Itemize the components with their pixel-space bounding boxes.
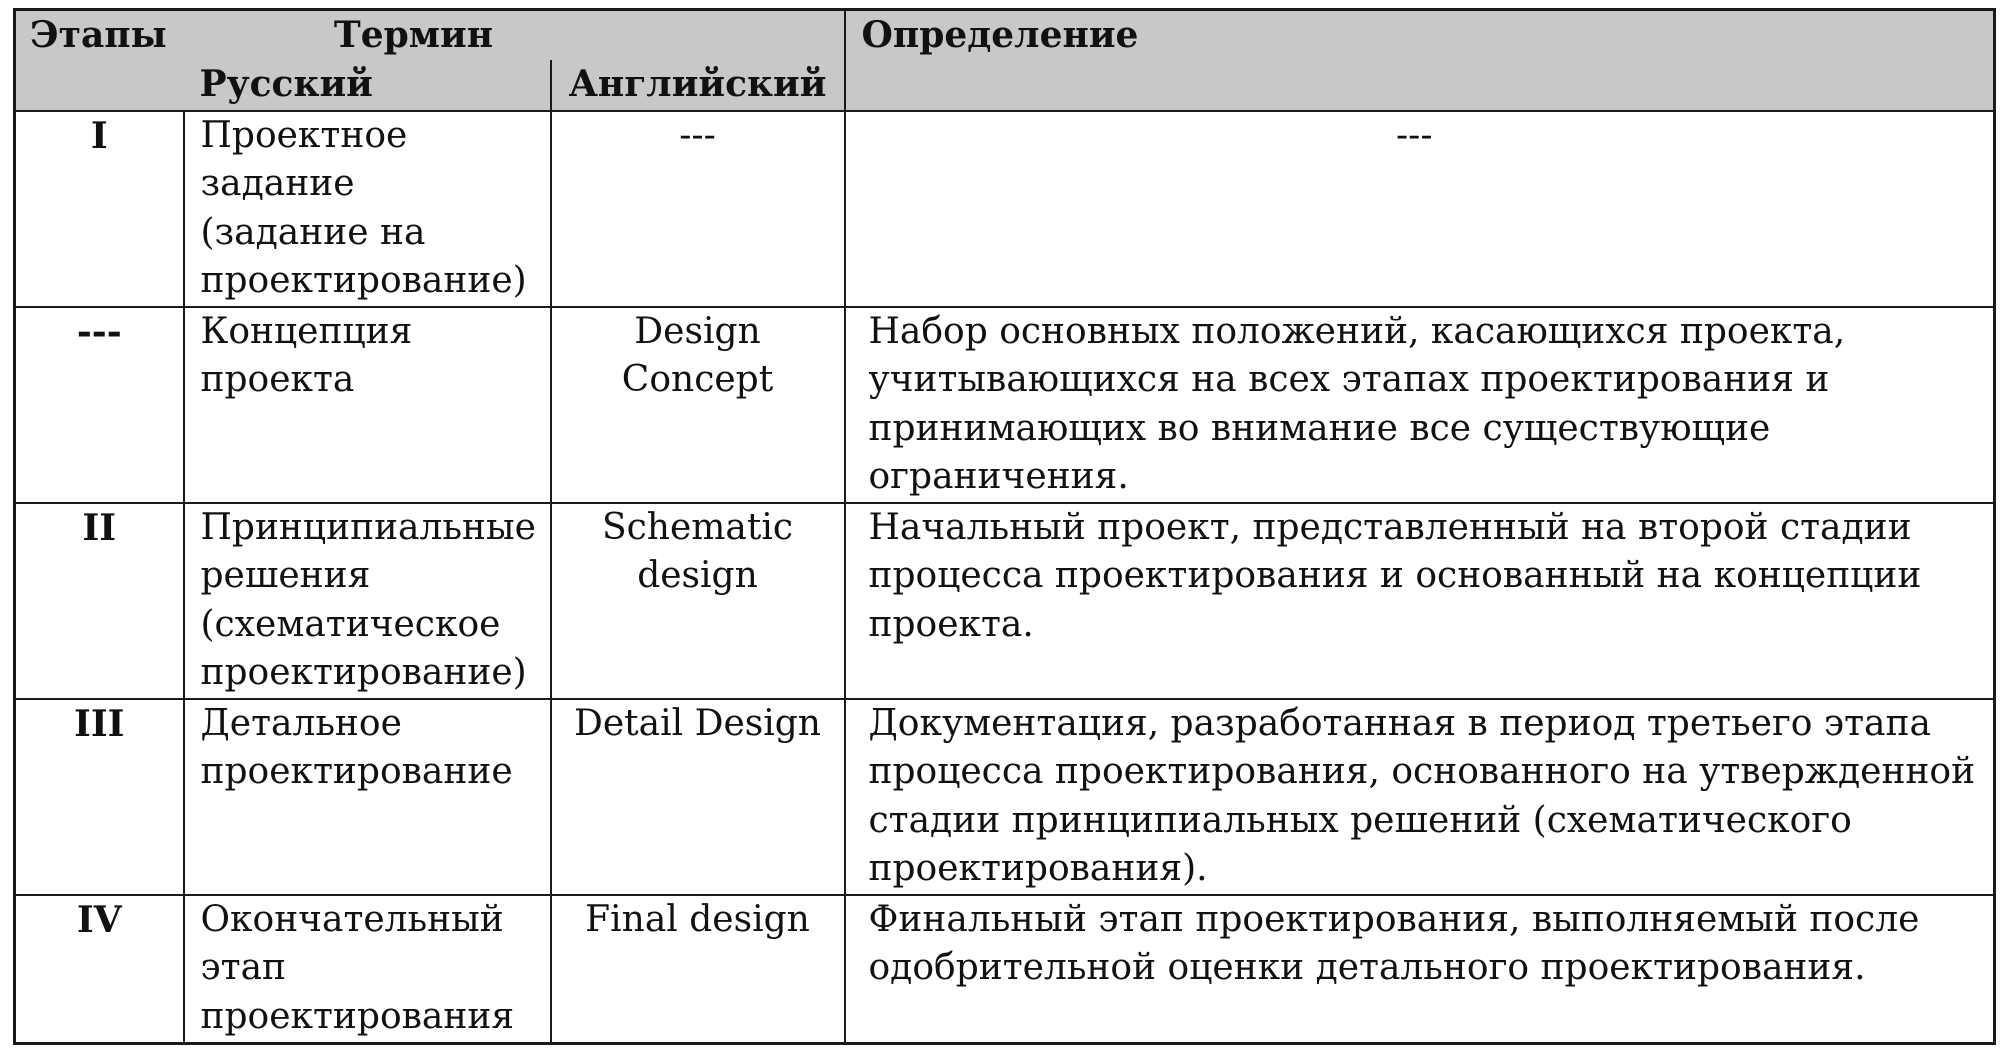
header-english: Английский	[551, 60, 845, 111]
term-russian-line: Окончательный	[200, 898, 504, 940]
definition-line: учитывающихся на всех этапах проектирования и	[868, 359, 1830, 400]
definition-line: принимающих во внимание все существующие	[868, 407, 1771, 449]
definition-line: Набор основных положений, касающихся проекта,	[868, 310, 1846, 352]
term-english-line: design	[637, 555, 758, 596]
header-definition-spacer	[845, 60, 1995, 111]
definition-line: процесса проектирования, основанного на утвержденной	[868, 751, 1976, 792]
header-stages-spacer	[15, 60, 184, 111]
definition-cell	[845, 699, 1995, 895]
stage-cell: III	[15, 699, 184, 895]
header-russian: Русский	[184, 60, 551, 111]
term-russian-cell	[184, 895, 551, 1044]
term-russian-line: проектирования	[200, 995, 515, 1037]
definition-line: проектирования).	[868, 848, 1208, 889]
definition-line: Начальный проект, представленный на второй стадии	[868, 506, 1912, 548]
stage-cell: I	[15, 111, 184, 307]
term-english-line: Concept	[621, 359, 774, 400]
term-russian-line: Проектное	[200, 114, 408, 156]
definition-line: процесса проектирования и основанный на концепции	[868, 555, 1922, 596]
term-russian-cell	[184, 307, 551, 503]
term-russian-line: (задание на	[200, 211, 426, 253]
table-row	[15, 699, 1995, 895]
table-row	[15, 307, 1995, 503]
term-english-cell	[551, 111, 845, 307]
term-russian-line: Детальное	[200, 702, 402, 744]
term-russian-line: решения	[200, 555, 371, 596]
stage-cell: II	[15, 503, 184, 699]
term-english-cell	[551, 895, 845, 1044]
table-header	[15, 10, 1995, 111]
header-term: Термин	[184, 10, 845, 60]
term-english-cell	[551, 307, 845, 503]
term-russian-line: (схематическое	[200, 603, 501, 645]
term-russian-line: проекта	[200, 359, 355, 400]
term-english-line: ---	[679, 114, 716, 156]
term-english-line: Design	[634, 310, 761, 352]
term-russian-line: Концепция	[200, 310, 413, 352]
table-row	[15, 895, 1995, 1044]
term-english-line: Detail Design	[574, 702, 821, 744]
term-english-line: Schematic	[601, 506, 794, 548]
header-definition: Определение	[845, 10, 1995, 60]
term-russian-line: проектирование)	[200, 260, 527, 301]
term-russian-cell	[184, 503, 551, 699]
table-row	[15, 111, 1995, 307]
stage-cell: IV	[15, 895, 184, 1044]
definition-line: ---	[1396, 114, 1433, 156]
definition-line: ограничения.	[868, 456, 1129, 497]
table-row	[15, 503, 1995, 699]
definition-line: одобрительной оценки детального проектирования.	[868, 947, 1866, 988]
definition-cell	[845, 895, 1995, 1044]
term-russian-line: задание	[200, 163, 355, 204]
definition-line: Финальный этап проектирования, выполняемый после	[868, 898, 1920, 940]
definition-line: проекта.	[868, 603, 1034, 645]
term-english-line: Final design	[585, 898, 810, 940]
stage-cell: ---	[15, 307, 184, 503]
term-russian-line: этап	[200, 947, 287, 988]
terms-table	[13, 8, 1996, 1045]
term-russian-line: проектирование)	[200, 652, 527, 693]
definition-cell	[845, 307, 1995, 503]
term-russian-cell	[184, 699, 551, 895]
term-russian-cell	[184, 111, 551, 307]
definition-line: Документация, разработанная в период третьего этапа	[868, 702, 1931, 744]
definition-line: стадии принципиальных решений (схематического	[868, 799, 1852, 841]
term-english-cell	[551, 699, 845, 895]
term-russian-line: Принципиальные	[200, 506, 536, 548]
definition-cell	[845, 111, 1995, 307]
term-russian-line: проектирование	[200, 751, 513, 792]
term-english-cell	[551, 503, 845, 699]
header-stages: Этапы	[15, 10, 184, 60]
definition-cell	[845, 503, 1995, 699]
